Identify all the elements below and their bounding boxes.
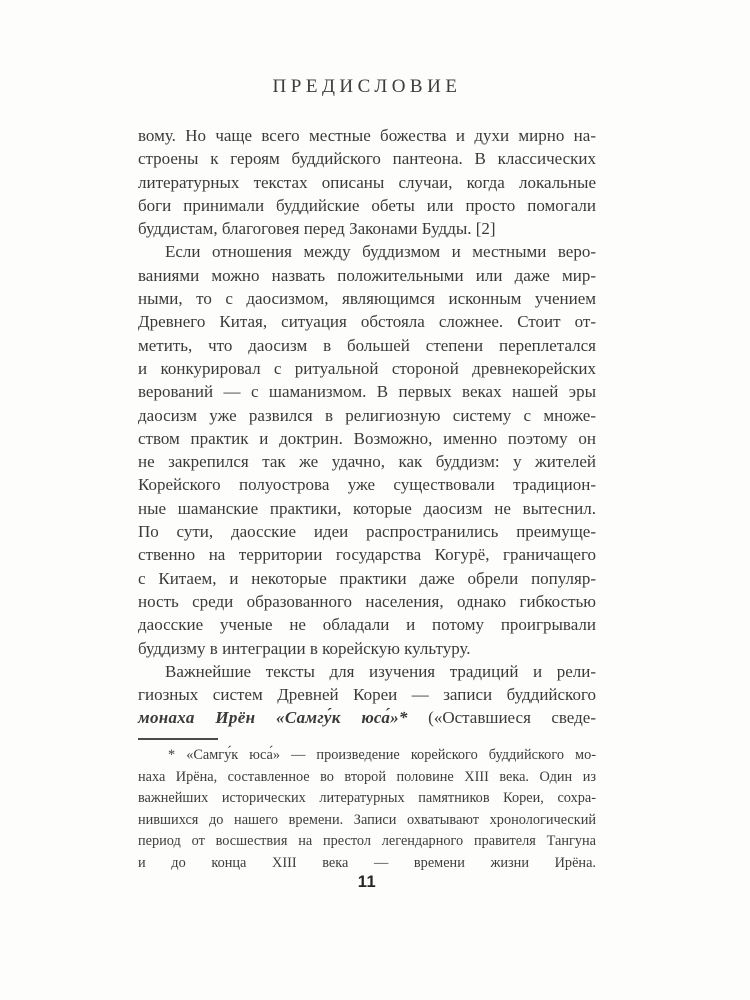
text-line: строены к героям буддийского пантеона. В классических	[138, 149, 596, 169]
chapter-heading: ПРЕДИСЛОВИЕ	[272, 76, 462, 97]
text-line: даосизм уже развился в религиозную систему с множе-	[138, 405, 596, 425]
text-line: Древнего Китая, ситуация обстояла сложнее. Стоит от-	[138, 312, 596, 332]
footnote-text	[138, 745, 596, 875]
emphasized-text: монаха Ирён «Самгу́к юса́»*	[138, 708, 408, 728]
text-line: вому. Но чаще всего местные божества и духи мирно на-	[138, 126, 596, 145]
text-line: нившихся до нашего времени. Записи охватывают хронологический	[138, 811, 596, 828]
text-line: метить, что даосизм в большей степени переплетался	[138, 335, 596, 355]
text-line: наха Ирёна, составленное во второй половине XIII века. Один из	[138, 768, 596, 785]
text-line: верований — с шаманизмом. В первых веках нашей эры	[138, 382, 596, 402]
text-line: ными, то с даосизмом, являющимся исконным учением	[138, 289, 596, 309]
text-line: Корейского полуострова уже существовали традицион-	[138, 475, 596, 495]
text-line: и до конца XIII века — времени жизни Ирёна.	[138, 854, 596, 871]
text-line: ственно на территории государства Когурё, граничащего	[138, 545, 596, 565]
text-line: даосские ученые не обладали и потому проигрывали	[138, 615, 596, 635]
text-line: буддизму в интеграции в корейскую культуру.	[138, 638, 471, 658]
text-line: важнейших исторических литературных памятников Кореи, сохра-	[138, 790, 596, 807]
footnote	[138, 738, 596, 875]
text-line	[138, 706, 596, 729]
text-line: ваниями можно назвать положительными или даже мир-	[138, 265, 596, 285]
page-number: 11	[357, 873, 377, 891]
text-line: не закрепился так же удачно, как буддизм: у жителей	[138, 452, 596, 472]
text-line: боги принимали буддийские обеты или просто помогали	[138, 195, 596, 215]
text-line: гиозных систем Древней Кореи — записи буддийского	[138, 685, 596, 705]
body-text	[138, 124, 596, 730]
text-column	[138, 0, 596, 1000]
text-line: и конкурировал с ритуальной стороной древнекорейских	[138, 358, 596, 378]
text-line: с Китаем, и некоторые практики даже обрели популяр-	[138, 568, 596, 588]
text-line: ные шаманские практики, которые даосизм не вытеснил.	[138, 498, 596, 518]
text-line: период от восшествия на престол легендарного правителя Тангуна	[138, 833, 596, 850]
text-line: Если отношения между буддизмом и местными веро-	[165, 242, 596, 262]
text-line: ность среди образованного населения, однако гибкостью	[138, 591, 596, 611]
footnote-rule	[138, 738, 218, 740]
text-line: По сути, даосские идеи распространились преимуще-	[138, 522, 596, 542]
text-line: Важнейшие тексты для изучения традиций и рели-	[165, 661, 596, 681]
text-line: * «Самгу́к юса́» — произведение корейского буддийского мо-	[168, 747, 596, 763]
text-line: ством практик и доктрин. Возможно, именно поэтому он	[138, 428, 596, 448]
text-line: буддистам, благоговея перед Законами Будды. [2]	[138, 219, 496, 239]
text-line: литературных текстах описаны случаи, когда локальные	[138, 172, 596, 192]
text-segment: («Оставшиеся сведе-	[407, 708, 596, 728]
